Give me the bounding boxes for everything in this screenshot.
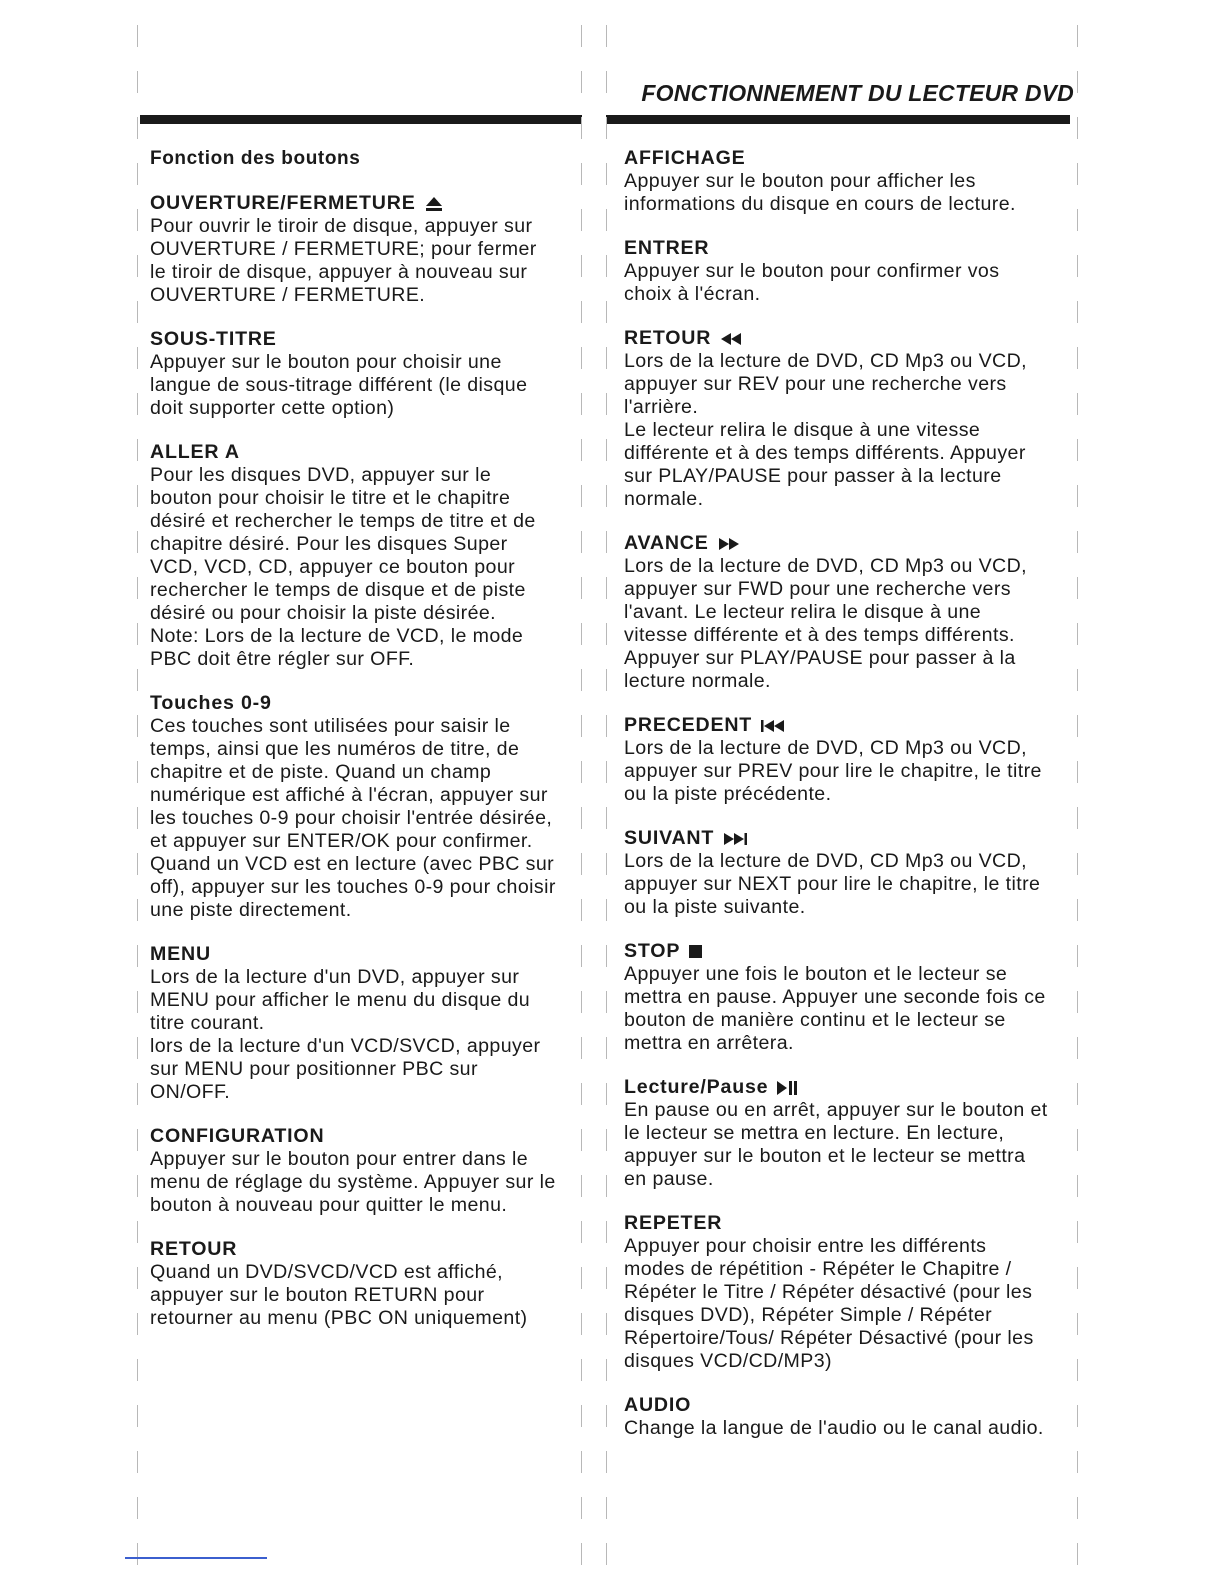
section-title-text: MENU (150, 943, 211, 965)
margin-dash (137, 899, 138, 921)
section-title (624, 714, 1080, 737)
margin-dash (606, 1497, 607, 1519)
section-body: Lors de la lecture de DVD, CD Mp3 ou VCD, appuyer sur FWD pour une recherche vers l'avant. Le lecteur relira le disque à une vitesse différente et à des temps différents. Appuyer sur PLAY/PAUSE pour passer à la lecture normale. (624, 555, 1027, 692)
section-title-text: OUVERTURE/FERMETURE (150, 192, 416, 214)
margin-dash (137, 715, 138, 737)
margin-dash (137, 1221, 138, 1243)
section-retour (150, 1238, 590, 1330)
margin-dash (581, 1451, 582, 1473)
margin-dash (581, 1543, 582, 1565)
section-title (624, 827, 1080, 850)
margin-dash (137, 255, 138, 277)
section-title (624, 327, 1080, 350)
section-title-text: PRECEDENT (624, 714, 753, 736)
header-rule-right (606, 115, 1070, 124)
section-lecture-pause (624, 1076, 1080, 1191)
section-title (624, 237, 1080, 260)
section-body: Appuyer sur le bouton pour choisir une langue de sous-titrage différent (le disque doit supporter cette option) (150, 351, 528, 419)
margin-dash (606, 531, 607, 553)
margin-dash (137, 807, 138, 829)
margin-dash (606, 347, 607, 369)
margin-dash (606, 1313, 607, 1335)
section-avance (624, 532, 1080, 693)
section-body: En pause ou en arrêt, appuyer sur le bouton et le lecteur se mettra en lecture. En lecture, appuyer sur le bouton et le lecteur se mettra en pause. (624, 1099, 1048, 1190)
section-title (624, 940, 1080, 963)
section-title (150, 1125, 590, 1148)
margin-dash (606, 761, 607, 783)
left-column (150, 147, 590, 1351)
rewind-icon (719, 332, 743, 346)
margin-dash (606, 899, 607, 921)
margin-dash (137, 531, 138, 553)
margin-dash (581, 1359, 582, 1381)
section-suivant (624, 827, 1080, 919)
margin-dash (581, 1497, 582, 1519)
margin-dash (1077, 1497, 1078, 1519)
section-title-text: AVANCE (624, 532, 709, 554)
section-title-text: STOP (624, 940, 681, 962)
section-title-text: AUDIO (624, 1394, 692, 1416)
section-touches-0-9 (150, 692, 590, 922)
section-aller-a (150, 441, 590, 671)
margin-dash (137, 163, 138, 185)
margin-dash (606, 1129, 607, 1151)
fast-forward-icon (717, 537, 741, 551)
section-precedent (624, 714, 1080, 806)
section-body: Change la langue de l'audio ou le canal audio. (624, 1417, 1044, 1439)
section-title (624, 147, 1080, 170)
margin-dash (581, 117, 582, 139)
margin-dash (581, 25, 582, 47)
section-body: Lors de la lecture de DVD, CD Mp3 ou VCD, appuyer sur NEXT pour lire le chapitre, le titre ou la piste suivante. (624, 850, 1041, 918)
section-body: Appuyer sur le bouton pour afficher les informations du disque en cours de lecture. (624, 170, 1016, 215)
play-pause-icon (776, 1080, 800, 1096)
margin-dash (606, 623, 607, 645)
margin-dash (137, 1543, 138, 1565)
section-audio (624, 1394, 1080, 1440)
margin-dash (137, 1129, 138, 1151)
margin-dash (606, 485, 607, 507)
margin-dash (606, 715, 607, 737)
section-body: Appuyer sur le bouton pour entrer dans le menu de réglage du système. Appuyer sur le bouton à nouveau pour quitter le menu. (150, 1148, 556, 1216)
margin-dash (606, 25, 607, 47)
section-title-text: ENTRER (624, 237, 710, 259)
margin-dash (606, 853, 607, 875)
margin-dash (581, 71, 582, 93)
section-retour (624, 327, 1080, 511)
margin-dash (606, 209, 607, 231)
margin-dash (137, 669, 138, 691)
section-entrer (624, 237, 1080, 306)
section-body: Appuyer une fois le bouton et le lecteur se mettra en pause. Appuyer une seconde fois ce bouton de manière continu et le lecteur se mettra en arrêtera. (624, 963, 1046, 1054)
section-title-text: Lecture/Pause (624, 1076, 769, 1098)
footer-link-underline (125, 1557, 267, 1559)
section-title-text: CONFIGURATION (150, 1125, 325, 1147)
stop-icon (688, 944, 704, 960)
margin-dash (137, 577, 138, 599)
margin-dash (1077, 71, 1078, 93)
section-body: Pour ouvrir le tiroir de disque, appuyer sur OUVERTURE / FERMETURE; pour fermer le tiroir de disque, appuyer à nouveau sur OUVERTURE / FERMETURE. (150, 215, 537, 306)
margin-dash (137, 1267, 138, 1289)
section-title (150, 192, 590, 215)
margin-dash (606, 1083, 607, 1105)
section-body: Lors de la lecture de DVD, CD Mp3 ou VCD, appuyer sur REV pour une recherche vers l'arrière. Le lecteur relira le disque à une vitesse différente et à des temps différents. Appuyer sur PLAY/PAUSE pour passer à la lecture normale. (624, 350, 1027, 510)
section-body: Appuyer sur le bouton pour confirmer vos choix à l'écran. (624, 260, 1000, 305)
section-title (624, 1394, 1080, 1417)
margin-dash (606, 991, 607, 1013)
previous-icon (760, 719, 786, 733)
section-title (150, 692, 590, 715)
margin-dash (137, 1451, 138, 1473)
section-body: Lors de la lecture de DVD, CD Mp3 ou VCD, appuyer sur PREV pour lire le chapitre, le titre ou la piste précédente. (624, 737, 1042, 805)
right-column (624, 147, 1080, 1461)
section-body: Lors de la lecture d'un DVD, appuyer sur MENU pour afficher le menu du disque du titre courant. lors de la lecture d'un VCD/SVCD, appuyer sur MENU pour positionner PBC sur ON/OFF. (150, 966, 541, 1103)
section-configuration (150, 1125, 590, 1217)
section-title-text: SUIVANT (624, 827, 715, 849)
margin-dash (1077, 117, 1078, 139)
next-icon (722, 832, 748, 846)
section-title (624, 1076, 1080, 1099)
section-sous-titre (150, 328, 590, 420)
margin-dash (137, 1359, 138, 1381)
section-title (150, 943, 590, 966)
margin-dash (137, 71, 138, 93)
section-title-text: SOUS-TITRE (150, 328, 277, 350)
section-title-text: RETOUR (624, 327, 712, 349)
margin-dash (606, 1267, 607, 1289)
margin-dash (606, 1221, 607, 1243)
margin-dash (137, 1405, 138, 1427)
margin-dash (137, 393, 138, 415)
margin-dash (606, 1451, 607, 1473)
margin-dash (137, 485, 138, 507)
section-repeter (624, 1212, 1080, 1373)
margin-dash (1077, 1543, 1078, 1565)
section-affichage (624, 147, 1080, 216)
section-title-text: ALLER A (150, 441, 240, 463)
section-title (624, 1212, 1080, 1235)
margin-dash (606, 945, 607, 967)
margin-dash (137, 1037, 138, 1059)
section-body: Appuyer pour choisir entre les différents modes de répétition - Répéter le Chapitre / Répéter le Titre / Répéter désactivé (pour les disques DVD), Répéter Simple / Répéter Répertoire/Tous/ Répéter Désactivé (pour les disques VCD/CD/MP3) (624, 1235, 1034, 1372)
margin-dash (606, 301, 607, 323)
section-stop (624, 940, 1080, 1055)
margin-dash (137, 25, 138, 47)
section-title-text: RETOUR (150, 1238, 238, 1260)
margin-dash (606, 163, 607, 185)
buttons-intro-heading: Fonction des boutons (150, 148, 361, 169)
margin-dash (606, 807, 607, 829)
margin-dash (137, 1175, 138, 1197)
margin-dash (606, 255, 607, 277)
margin-dash (606, 1359, 607, 1381)
section-body: Quand un DVD/SVCD/VCD est affiché, appuyer sur le bouton RETURN pour retourner au menu (PBC ON uniquement) (150, 1261, 528, 1329)
margin-dash (606, 1175, 607, 1197)
margin-dash (1077, 25, 1078, 47)
margin-dash (606, 1037, 607, 1059)
section-title-text: AFFICHAGE (624, 147, 746, 169)
margin-dash (137, 761, 138, 783)
margin-dash (606, 439, 607, 461)
margin-dash (137, 1497, 138, 1519)
section-title-text: REPETER (624, 1212, 723, 1234)
section-menu (150, 943, 590, 1104)
margin-dash (137, 623, 138, 645)
section-ouverture-fermeture (150, 192, 590, 307)
page-header: FONCTIONNEMENT DU LECTEUR DVD (641, 80, 1074, 106)
margin-dash (606, 669, 607, 691)
margin-dash (606, 577, 607, 599)
margin-dash (581, 1405, 582, 1427)
margin-dash (606, 1405, 607, 1427)
margin-dash (137, 209, 138, 231)
margin-dash (137, 439, 138, 461)
section-title (624, 532, 1080, 555)
margin-dash (137, 1313, 138, 1335)
margin-dash (137, 1083, 138, 1105)
eject-icon (424, 195, 444, 213)
section-body: Pour les disques DVD, appuyer sur le bouton pour choisir le titre et le chapitre désiré et rechercher le temps de titre et de chapitre désiré. Pour les disques Super VCD, VCD, CD, appuyer ce bouton pour rechercher le temps de disque et de piste désiré ou pour choisir la piste désirée. Note: Lors de la lecture de VCD, le mode PBC doit être régler sur OFF. (150, 464, 536, 670)
section-title-text: Touches 0-9 (150, 692, 272, 714)
margin-dash (137, 347, 138, 369)
margin-dash (606, 1543, 607, 1565)
margin-dash (606, 71, 607, 93)
margin-dash (137, 117, 138, 139)
margin-dash (137, 945, 138, 967)
margin-dash (137, 301, 138, 323)
margin-dash (137, 853, 138, 875)
section-title (150, 1238, 590, 1261)
margin-dash (606, 117, 607, 139)
section-title (150, 328, 590, 351)
section-title (150, 441, 590, 464)
margin-dash (606, 393, 607, 415)
margin-dash (137, 991, 138, 1013)
header-rule-left (140, 115, 582, 124)
section-body: Ces touches sont utilisées pour saisir le temps, ainsi que les numéros de titre, de chapitre et de piste. Quand un champ numérique est affiché à l'écran, appuyer sur les touches 0-9 pour choisir l'entrée désirée, et appuyer sur ENTER/OK pour confirmer. Quand un VCD est en lecture (avec PBC sur off), appuyer sur les touches 0-9 pour choisir une piste directement. (150, 715, 556, 921)
